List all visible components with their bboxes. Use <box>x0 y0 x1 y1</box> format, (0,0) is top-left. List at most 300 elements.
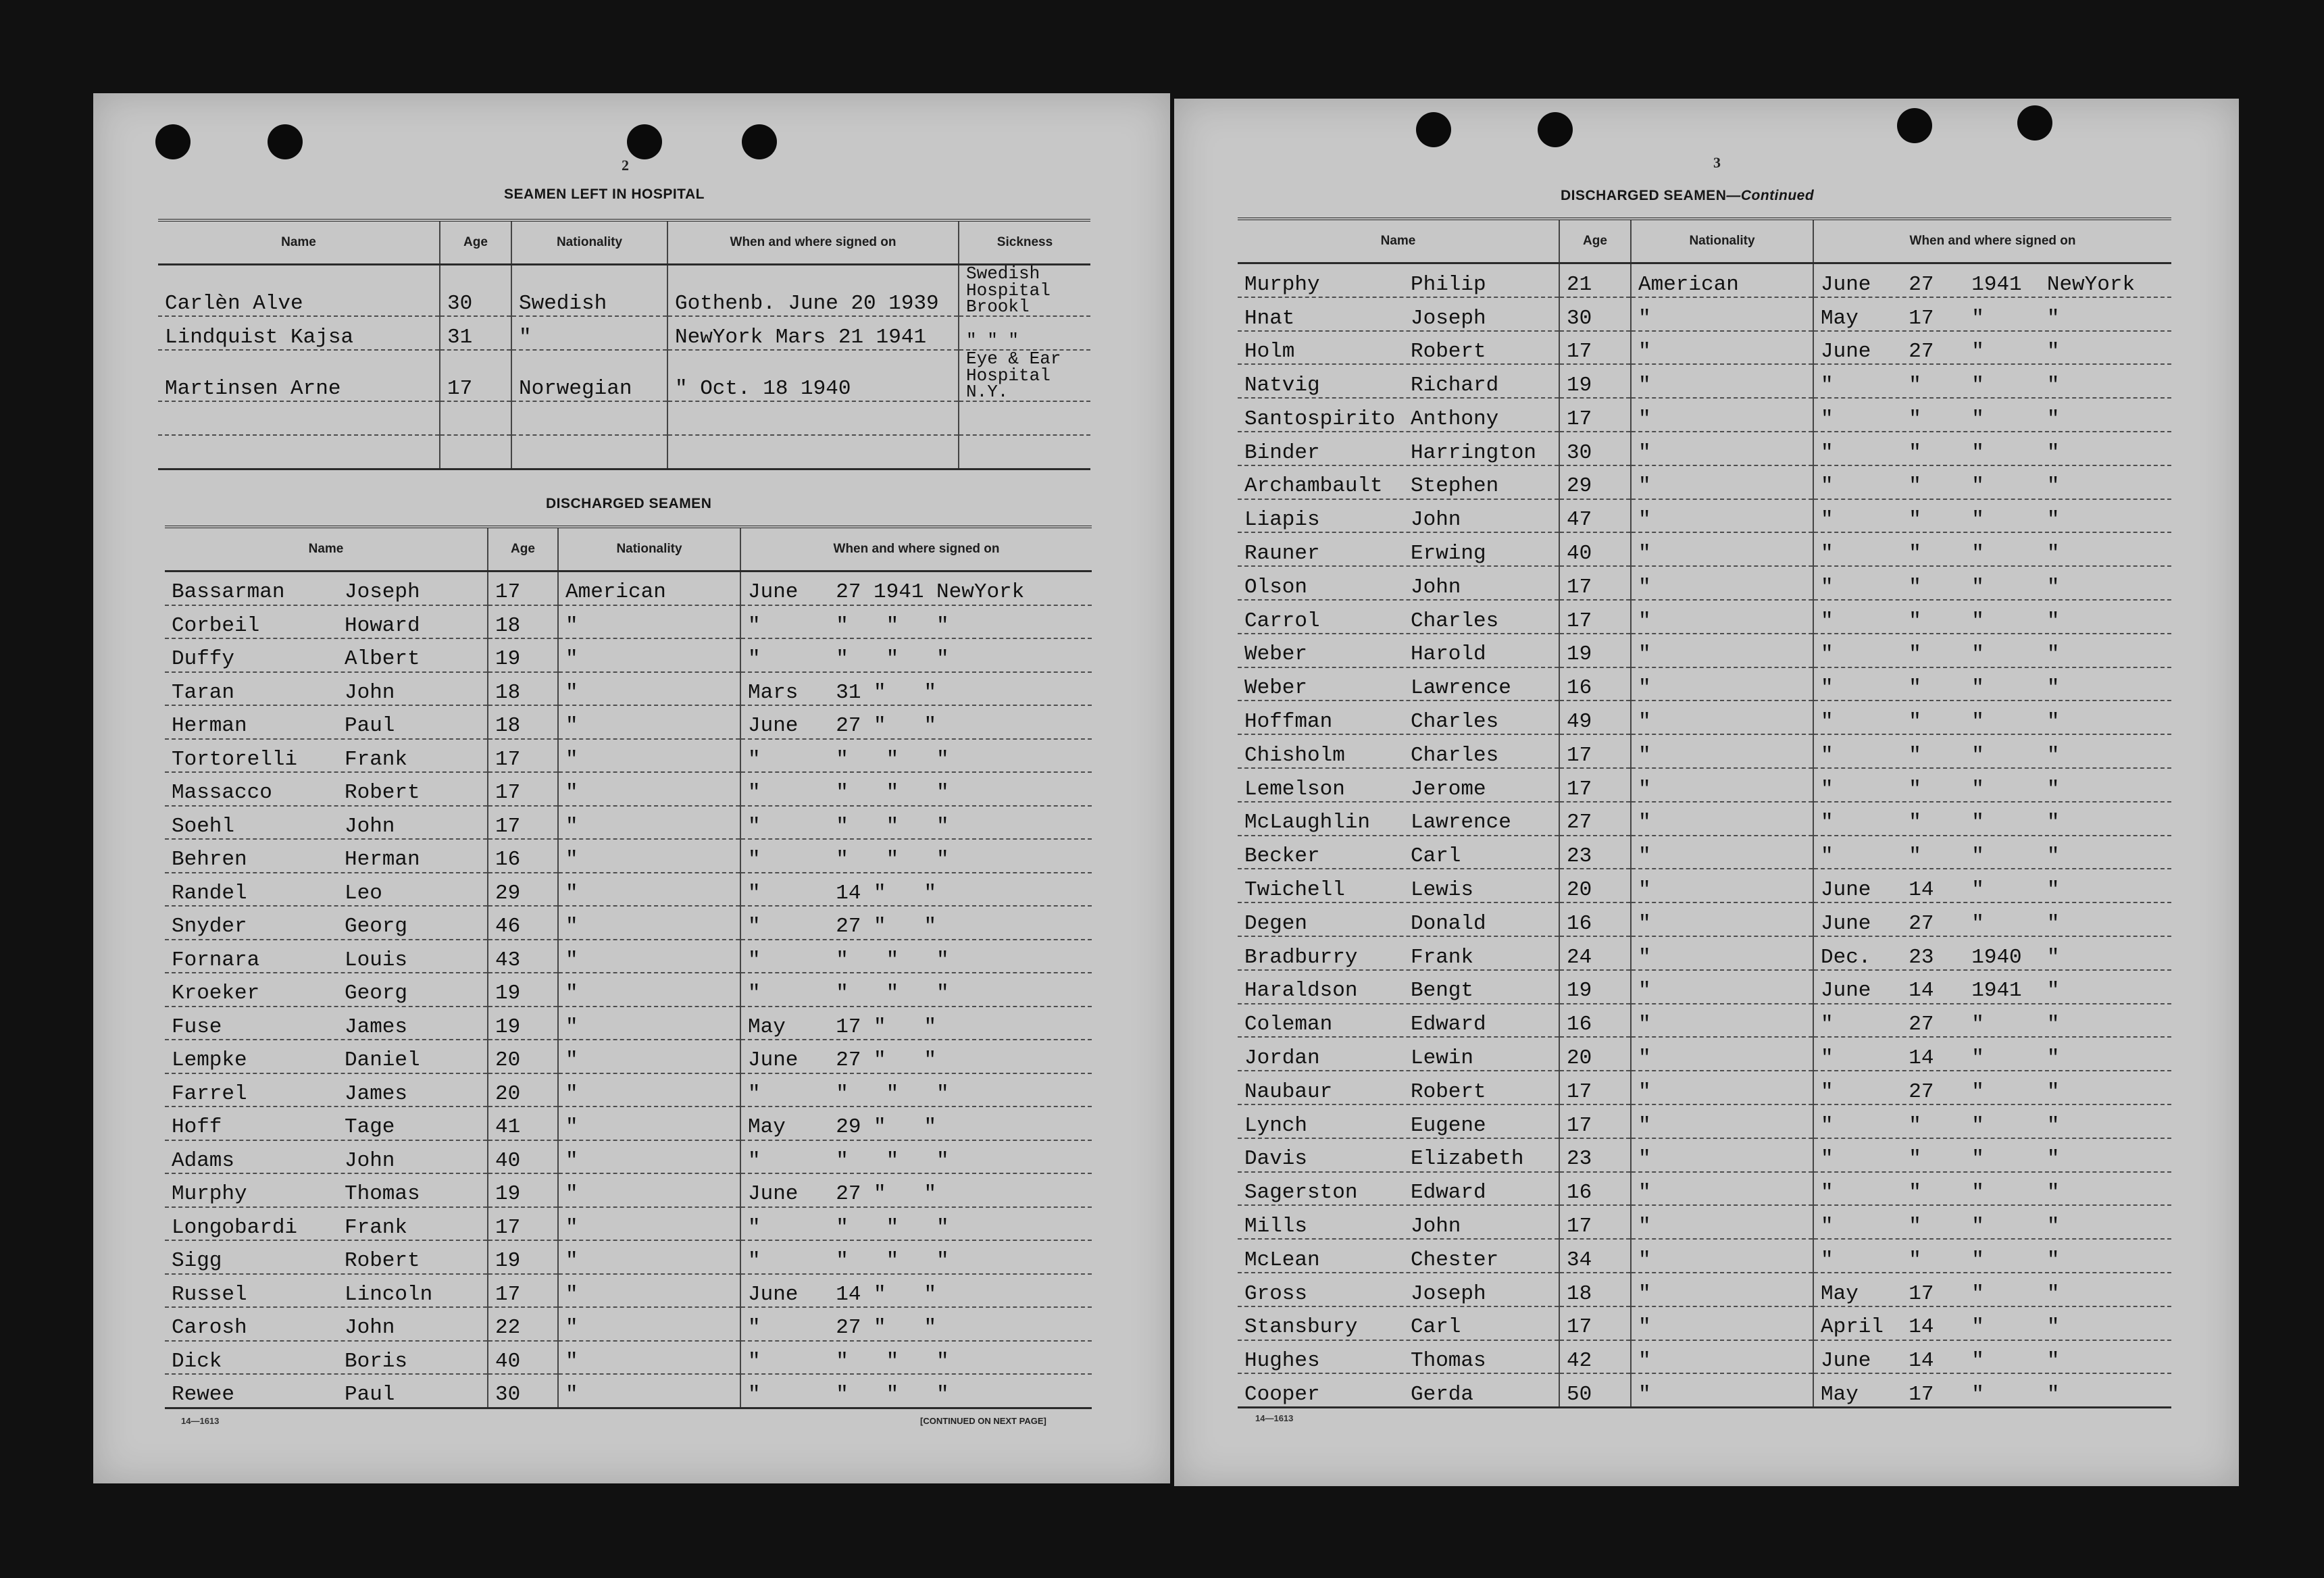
seaman-nationality: " <box>558 605 740 639</box>
first-name: Edward <box>1411 1181 1486 1205</box>
seaman-signed-on: June 14 " " <box>740 1274 1092 1308</box>
seaman-sickness <box>959 435 1090 469</box>
first-name: Charles <box>1411 710 1499 734</box>
first-name: Lewin <box>1411 1046 1474 1071</box>
seaman-nationality: " <box>1631 902 1813 936</box>
first-name: Herman <box>345 848 420 872</box>
seaman-sickness <box>959 401 1090 435</box>
seaman-name <box>1238 1004 1559 1038</box>
seaman-age: 17 <box>1559 331 1631 365</box>
seaman-name <box>1238 634 1559 667</box>
seaman-name <box>1238 600 1559 634</box>
table-row <box>1238 1037 2171 1071</box>
seaman-signed-on: " 27 " " <box>740 1307 1092 1341</box>
seaman-name <box>165 1173 488 1207</box>
seaman-name <box>1238 802 1559 836</box>
seaman-name <box>165 705 488 739</box>
table-row <box>165 672 1092 706</box>
last-name: Rewee <box>172 1383 235 1407</box>
seaman-nationality: " <box>558 1274 740 1308</box>
last-name: Degen <box>1244 911 1308 936</box>
seaman-name <box>1238 1306 1559 1340</box>
seaman-sickness: Eye & Ear Hospital N.Y. <box>959 350 1090 401</box>
table-row <box>1238 1340 2171 1374</box>
seaman-age: 30 <box>488 1374 558 1408</box>
first-name: Joseph <box>1411 306 1486 330</box>
seaman-name <box>165 672 488 706</box>
seaman-age: 19 <box>488 638 558 672</box>
table-row <box>165 739 1092 773</box>
last-name: Lynch <box>1244 1113 1308 1138</box>
table-row <box>1238 1205 2171 1239</box>
table-row <box>1238 499 2171 533</box>
seaman-signed-on: May 17 " " <box>740 1007 1092 1040</box>
seaman-age: 19 <box>1559 364 1631 398</box>
seaman-nationality: " <box>1631 1273 1813 1306</box>
seaman-signed-on: " " " " <box>1813 802 2171 836</box>
last-name: Davis <box>1244 1147 1308 1171</box>
seaman-name <box>165 1106 488 1140</box>
last-name: Fornara <box>172 948 260 972</box>
seaman-age: 46 <box>488 906 558 940</box>
seaman-nationality: Swedish <box>511 265 667 317</box>
table-row <box>1238 1172 2171 1206</box>
first-name: John <box>1411 508 1461 532</box>
seaman-signed-on: " " " " <box>1813 836 2171 869</box>
first-name: Georg <box>345 915 408 939</box>
seaman-signed-on: NewYork Mars 21 1941 <box>667 316 959 350</box>
seaman-nationality: " <box>1631 600 1813 634</box>
first-name: Robert <box>1411 1079 1486 1104</box>
first-name: Joseph <box>1411 1281 1486 1306</box>
seaman-nationality: " <box>558 806 740 840</box>
seaman-nationality: " <box>558 1207 740 1241</box>
first-name: Carl <box>1411 1315 1461 1340</box>
seaman-age: 47 <box>1559 499 1631 533</box>
header-age: Age <box>440 220 511 265</box>
table-row <box>165 1374 1092 1408</box>
last-name: Haraldson <box>1244 979 1358 1003</box>
last-name: Hoff <box>172 1115 222 1140</box>
seaman-name <box>1238 566 1559 600</box>
last-name: Santospirito <box>1244 407 1396 431</box>
seaman-signed-on: " " " " <box>1813 364 2171 398</box>
seaman-age: 20 <box>1559 1037 1631 1071</box>
first-name: Lawrence <box>1411 811 1511 835</box>
seaman-name <box>1238 263 1559 297</box>
seaman-name <box>1238 902 1559 936</box>
table-row <box>1238 566 2171 600</box>
seaman-name <box>1238 1138 1559 1172</box>
table-row <box>165 873 1092 907</box>
last-name: Massacco <box>172 781 272 805</box>
seaman-age: 18 <box>488 672 558 706</box>
seaman-signed-on: " " " " <box>1813 701 2171 734</box>
seaman-age: 17 <box>440 350 511 401</box>
seaman-age: 20 <box>488 1040 558 1073</box>
table-row <box>1238 701 2171 734</box>
seaman-age: 17 <box>488 739 558 773</box>
seaman-nationality: " <box>1631 970 1813 1004</box>
last-name: Stansbury <box>1244 1315 1358 1340</box>
last-name: Behren <box>172 848 247 872</box>
seaman-age: 27 <box>1559 802 1631 836</box>
seaman-name <box>1238 331 1559 365</box>
last-name: Carrol <box>1244 609 1320 633</box>
table-row <box>165 772 1092 806</box>
seaman-name <box>165 1307 488 1341</box>
seaman-signed-on: June 14 " " <box>1813 1340 2171 1374</box>
table-row <box>165 1140 1092 1174</box>
seaman-name: Lindquist Kajsa <box>158 316 440 350</box>
table-row <box>1238 465 2171 499</box>
seaman-signed-on: " " " " <box>740 1073 1092 1107</box>
first-name: Erwing <box>1411 542 1486 566</box>
seaman-nationality: " <box>1631 1138 1813 1172</box>
seaman-signed-on: " " " " <box>1813 667 2171 701</box>
seaman-name <box>165 1007 488 1040</box>
last-name: Longobardi <box>172 1215 298 1240</box>
seaman-signed-on: " " " " <box>1813 499 2171 533</box>
seaman-age: 17 <box>1559 398 1631 432</box>
seaman-nationality: " <box>1631 1104 1813 1138</box>
first-name: Eugene <box>1411 1113 1486 1138</box>
seaman-signed-on: " " " " <box>740 1140 1092 1174</box>
seaman-age: 30 <box>1559 432 1631 465</box>
table-row <box>1238 869 2171 902</box>
last-name: Binder <box>1244 440 1320 465</box>
seaman-nationality: " <box>558 1341 740 1375</box>
seaman-nationality: " <box>1631 869 1813 902</box>
table-row <box>158 401 1090 435</box>
first-name: Boris <box>345 1349 408 1373</box>
seaman-nationality: " <box>558 1240 740 1274</box>
seaman-name <box>1238 936 1559 970</box>
table-row <box>165 1207 1092 1241</box>
last-name: Gross <box>1244 1281 1308 1306</box>
last-name: Bassarman <box>172 580 285 605</box>
seaman-nationality: " <box>1631 701 1813 734</box>
seaman-age: 17 <box>488 1274 558 1308</box>
seaman-name <box>1238 1037 1559 1071</box>
seaman-signed-on: " " " " <box>1813 634 2171 667</box>
seaman-signed-on: " " " " <box>740 1240 1092 1274</box>
last-name: Coleman <box>1244 1013 1333 1037</box>
table-row <box>1238 1306 2171 1340</box>
last-name: Natvig <box>1244 374 1320 398</box>
first-name: Howard <box>345 613 420 638</box>
seaman-name <box>165 839 488 873</box>
seaman-signed-on: June 27 " " <box>1813 902 2171 936</box>
seaman-name <box>1238 734 1559 768</box>
right-page <box>1174 99 2239 1486</box>
seaman-age: 17 <box>488 806 558 840</box>
table-row <box>165 1307 1092 1341</box>
table-row <box>165 1106 1092 1140</box>
page-number: 2 <box>622 157 629 174</box>
seaman-age: 18 <box>488 705 558 739</box>
seaman-name: Martinsen Arne <box>158 350 440 401</box>
table-row <box>165 940 1092 973</box>
seaman-nationality: Norwegian <box>511 350 667 401</box>
seaman-nationality: " <box>1631 1306 1813 1340</box>
seaman-nationality: " <box>1631 768 1813 802</box>
seaman-signed-on: " " " " <box>740 638 1092 672</box>
seaman-signed-on: " " " " <box>1813 1172 2171 1206</box>
table-row <box>165 973 1092 1007</box>
table-row <box>1238 1373 2171 1407</box>
seaman-name <box>1238 1104 1559 1138</box>
seaman-name <box>165 806 488 840</box>
seaman-name <box>1238 1239 1559 1273</box>
first-name: Stephen <box>1411 474 1499 499</box>
seaman-nationality: " <box>558 772 740 806</box>
punch-hole <box>1416 112 1451 147</box>
last-name: Russel <box>172 1282 247 1306</box>
last-name: Taran <box>172 680 235 705</box>
table-row <box>165 1073 1092 1107</box>
last-name: Weber <box>1244 676 1308 701</box>
seaman-name: Carlèn Alve <box>158 265 440 317</box>
punch-hole <box>742 124 777 159</box>
seaman-nationality: " <box>1631 465 1813 499</box>
seaman-name <box>1238 869 1559 902</box>
seaman-nationality: " <box>1631 634 1813 667</box>
first-name: Robert <box>345 1249 420 1273</box>
last-name: Liapis <box>1244 508 1320 532</box>
first-name: Robert <box>1411 340 1486 364</box>
seaman-nationality: " <box>1631 432 1813 465</box>
seaman-age: 17 <box>1559 600 1631 634</box>
table-row <box>165 839 1092 873</box>
last-name: Carosh <box>172 1316 247 1340</box>
table-row <box>1238 432 2171 465</box>
seaman-nationality: " <box>558 940 740 973</box>
first-name: Lincoln <box>345 1282 433 1306</box>
seaman-signed-on: June 27 1941 NewYork <box>1813 263 2171 297</box>
seaman-signed-on: " " " " <box>740 1207 1092 1241</box>
seaman-age: 50 <box>1559 1373 1631 1407</box>
title-main: DISCHARGED SEAMEN <box>1561 188 1727 203</box>
seaman-name <box>1238 432 1559 465</box>
seaman-signed-on: May 17 " " <box>1813 1273 2171 1306</box>
table-row <box>165 1007 1092 1040</box>
first-name: Harrington <box>1411 440 1537 465</box>
first-name: Frank <box>345 747 408 771</box>
seaman-nationality: " <box>1631 1239 1813 1273</box>
seaman-signed-on: June 27 " " <box>740 705 1092 739</box>
last-name: McLaughlin <box>1244 811 1371 835</box>
seaman-signed-on: " " " " <box>740 1374 1092 1408</box>
seaman-age: 16 <box>1559 1004 1631 1038</box>
seaman-signed-on: May 17 " " <box>1813 297 2171 331</box>
table-row <box>165 1274 1092 1308</box>
header-nationality: Nationality <box>511 220 667 265</box>
first-name: Joseph <box>345 580 420 605</box>
seaman-name <box>165 605 488 639</box>
last-name: Bradburry <box>1244 945 1358 969</box>
punch-hole <box>2017 105 2052 141</box>
header-name: Name <box>158 220 440 265</box>
seaman-age: 42 <box>1559 1340 1631 1374</box>
seaman-signed-on: " " " " <box>740 1341 1092 1375</box>
seaman-nationality <box>511 435 667 469</box>
seaman-name <box>1238 970 1559 1004</box>
header-signed-on: When and where signed on <box>667 220 959 265</box>
seaman-signed-on: " 14 " " <box>1813 1037 2171 1071</box>
first-name: John <box>1411 1215 1461 1239</box>
seaman-signed-on: " " " " <box>740 973 1092 1007</box>
discharged-table <box>165 526 1092 1409</box>
header-nationality: Nationality <box>1631 219 1813 263</box>
first-name: Georg <box>345 982 408 1006</box>
seaman-signed-on: June 27 " " <box>740 1040 1092 1073</box>
seaman-nationality: " <box>1631 297 1813 331</box>
last-name: Corbeil <box>172 613 260 638</box>
seaman-age: 43 <box>488 940 558 973</box>
seaman-signed-on: " " " " <box>1813 1205 2171 1239</box>
table-row <box>1238 263 2171 297</box>
header-age: Age <box>1559 219 1631 263</box>
seaman-age: 19 <box>488 973 558 1007</box>
table-row <box>165 705 1092 739</box>
seaman-signed-on: Gothenb. June 20 1939 <box>667 265 959 317</box>
seaman-signed-on: " " " " <box>1813 1239 2171 1273</box>
first-name: Daniel <box>345 1048 420 1073</box>
seaman-nationality: " <box>558 638 740 672</box>
seaman-name <box>165 1240 488 1274</box>
seaman-name <box>158 435 440 469</box>
seaman-age: 16 <box>1559 902 1631 936</box>
last-name: Naubaur <box>1244 1079 1333 1104</box>
last-name: Becker <box>1244 844 1320 869</box>
seaman-signed-on: " " " " <box>1813 465 2171 499</box>
header-name: Name <box>165 527 488 571</box>
seaman-name <box>165 940 488 973</box>
form-number: 14—1613 <box>181 1416 220 1426</box>
seaman-name <box>1238 1172 1559 1206</box>
last-name: Holm <box>1244 340 1295 364</box>
hospital-section-title: SEAMEN LEFT IN HOSPITAL <box>504 186 705 202</box>
seaman-age: 16 <box>488 839 558 873</box>
seaman-signed-on: " 27 " " <box>1813 1071 2171 1104</box>
seaman-signed-on: June 27 " " <box>1813 331 2171 365</box>
seaman-name <box>158 401 440 435</box>
seaman-age: 20 <box>488 1073 558 1107</box>
first-name: Gerda <box>1411 1383 1474 1406</box>
first-name: Tage <box>345 1115 395 1140</box>
last-name: Randel <box>172 881 247 905</box>
title-continued: —Continued <box>1726 188 1815 203</box>
first-name: Paul <box>345 714 395 738</box>
last-name: Rauner <box>1244 542 1320 566</box>
seaman-age: 17 <box>488 772 558 806</box>
discharged-section-title: DISCHARGED SEAMEN <box>546 496 712 511</box>
seaman-nationality: " <box>558 705 740 739</box>
seaman-signed-on: Dec. 23 1940 " <box>1813 936 2171 970</box>
seaman-age: 21 <box>1559 263 1631 297</box>
seaman-name <box>1238 1205 1559 1239</box>
first-name: Elizabeth <box>1411 1147 1524 1171</box>
seaman-signed-on: May 29 " " <box>740 1106 1092 1140</box>
last-name: Lemelson <box>1244 777 1345 801</box>
last-name: Sigg <box>172 1249 222 1273</box>
seaman-name <box>165 1207 488 1241</box>
seaman-nationality: " <box>558 873 740 907</box>
seaman-age: 18 <box>1559 1273 1631 1306</box>
seaman-age: 17 <box>1559 566 1631 600</box>
table-row <box>158 435 1090 469</box>
first-name: Bengt <box>1411 979 1474 1003</box>
seaman-nationality: " <box>558 739 740 773</box>
first-name: Anthony <box>1411 407 1499 431</box>
punch-hole <box>1897 108 1932 143</box>
table-row <box>1238 768 2171 802</box>
table-row <box>1238 1239 2171 1273</box>
seaman-age <box>440 435 511 469</box>
table-row <box>1238 331 2171 365</box>
last-name: Soehl <box>172 814 235 838</box>
seaman-signed-on: " " " " <box>1813 768 2171 802</box>
discharged-continued-table <box>1238 218 2171 1408</box>
first-name: Thomas <box>345 1182 420 1206</box>
first-name: James <box>345 1081 408 1106</box>
last-name: Tortorelli <box>172 747 298 771</box>
first-name: Charles <box>1411 743 1499 767</box>
seaman-age: 16 <box>1559 667 1631 701</box>
seaman-nationality: " <box>558 906 740 940</box>
seaman-signed-on: " " " " <box>1813 398 2171 432</box>
seaman-signed-on <box>667 435 959 469</box>
table-row <box>165 605 1092 639</box>
seaman-name <box>1238 836 1559 869</box>
first-name: Lewis <box>1411 878 1474 902</box>
header-name: Name <box>1238 219 1559 263</box>
first-name: Carl <box>1411 844 1461 869</box>
continued-note: [CONTINUED ON NEXT PAGE] <box>920 1416 1046 1426</box>
header-sickness: Sickness <box>959 220 1090 265</box>
seaman-age: 29 <box>1559 465 1631 499</box>
table-row <box>1238 297 2171 331</box>
table-row <box>165 1240 1092 1274</box>
seaman-age: 17 <box>488 1207 558 1241</box>
seaman-age: 40 <box>1559 532 1631 566</box>
seaman-signed-on: " " " " <box>740 605 1092 639</box>
table-row <box>165 1040 1092 1073</box>
first-name: Leo <box>345 881 382 905</box>
seaman-age: 17 <box>1559 734 1631 768</box>
seaman-signed-on: April 14 " " <box>1813 1306 2171 1340</box>
first-name: Frank <box>1411 945 1474 969</box>
table-row <box>1238 600 2171 634</box>
seaman-signed-on: " " " " <box>740 806 1092 840</box>
last-name: Kroeker <box>172 982 260 1006</box>
table-row <box>1238 1273 2171 1306</box>
seaman-signed-on: " " " " <box>740 839 1092 873</box>
seaman-age: 19 <box>1559 970 1631 1004</box>
seaman-age: 19 <box>488 1173 558 1207</box>
seaman-name <box>1238 1273 1559 1306</box>
seaman-name <box>165 973 488 1007</box>
seaman-signed-on: June 14 1941 " <box>1813 970 2171 1004</box>
seaman-age: 23 <box>1559 1138 1631 1172</box>
seaman-age <box>440 401 511 435</box>
first-name: Louis <box>345 948 408 972</box>
last-name: Lempke <box>172 1048 247 1073</box>
first-name: Lawrence <box>1411 676 1511 701</box>
first-name: John <box>345 1316 395 1340</box>
last-name: Archambault <box>1244 474 1383 499</box>
